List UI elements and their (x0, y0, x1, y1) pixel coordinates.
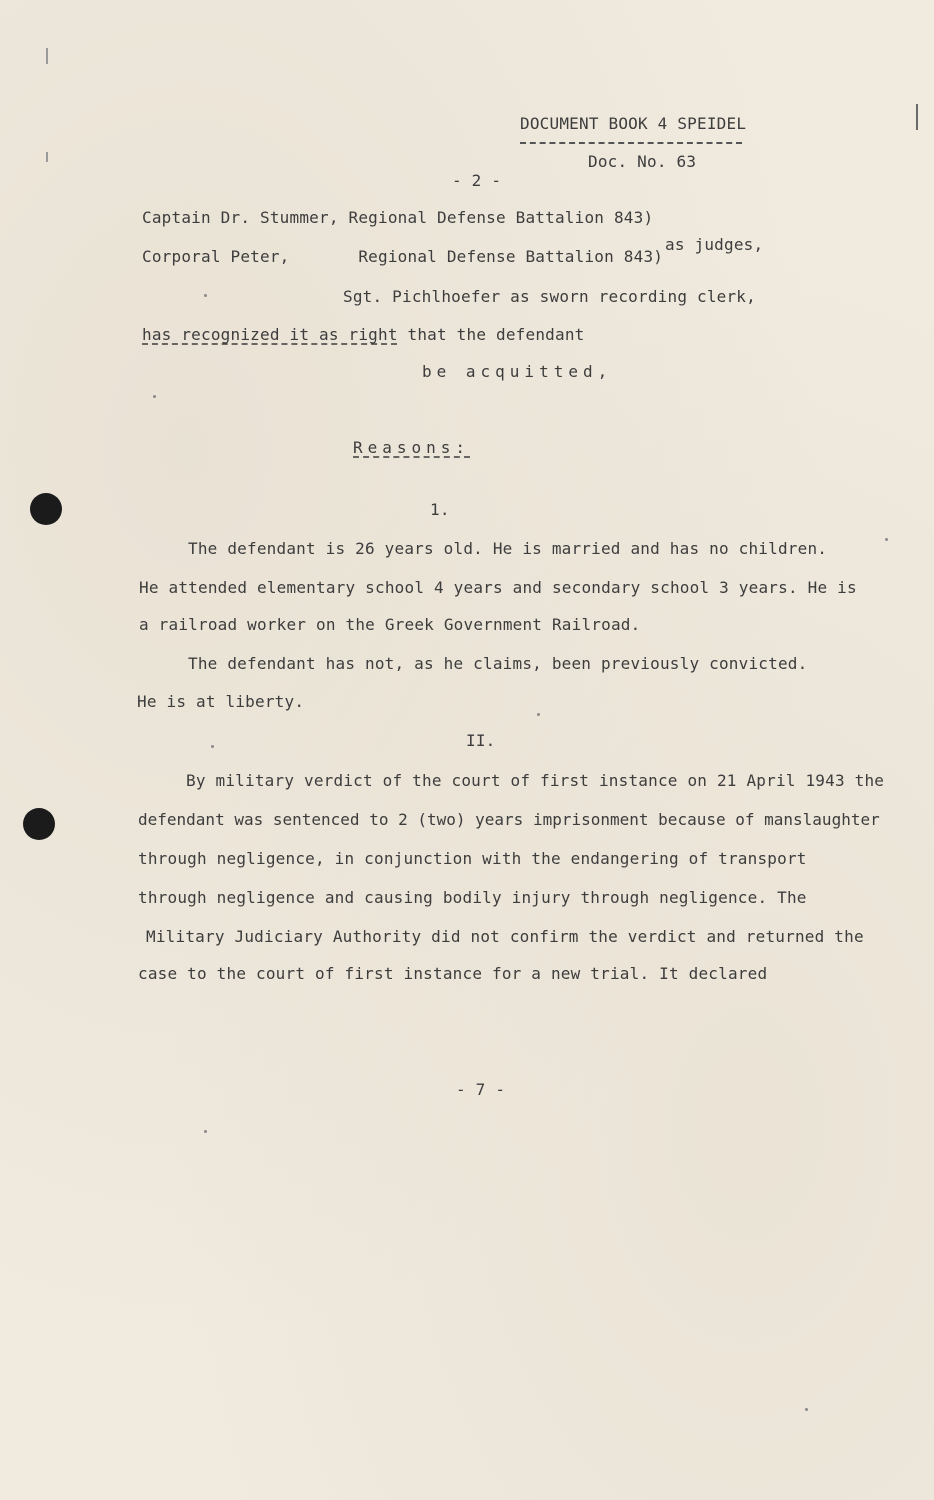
section-2-numeral: II. (466, 731, 496, 750)
punch-hole-bottom (23, 808, 55, 840)
reasons-heading: Reasons: (353, 438, 471, 457)
margin-mark (916, 104, 918, 130)
speck (204, 1130, 207, 1133)
finding-line (142, 325, 584, 345)
page-marker: - 2 - (452, 171, 502, 190)
section-2-line: Military Judiciary Authority did not confirm the verdict and returned the (146, 927, 864, 946)
section-2-line: defendant was sentenced to 2 (two) years imprisonment because of manslaughter (138, 810, 880, 829)
finding-prefix: has recognized it as right (142, 325, 398, 344)
section-2-line: through negligence and causing bodily injury through negligence. The (138, 888, 807, 907)
header-underline (520, 142, 742, 144)
section-1-numeral: 1. (430, 500, 450, 519)
speck (537, 713, 540, 716)
section-2-line: case to the court of first instance for a new trial. It declared (138, 964, 768, 983)
margin-mark (46, 48, 48, 64)
speck (153, 395, 156, 398)
punch-hole-top (30, 493, 62, 525)
section-1-line: a railroad worker on the Greek Government Railroad. (139, 615, 641, 634)
section-1-line: The defendant has not, as he claims, been previously convicted. (188, 654, 808, 673)
judge-line-2: Corporal Peter, Regional Defense Battalion 843) (142, 247, 664, 266)
speck (211, 745, 214, 748)
document-number: Doc. No. 63 (588, 152, 697, 171)
finding-suffix: that the defendant (397, 325, 585, 344)
speck (885, 538, 888, 541)
section-2-line: By military verdict of the court of first instance on 21 April 1943 the (186, 771, 885, 790)
section-1-line: The defendant is 26 years old. He is married and has no children. (188, 539, 828, 558)
judges-label: as judges, (665, 235, 764, 254)
section-1-line: He attended elementary school 4 years and secondary school 3 years. He is (139, 578, 857, 597)
margin-mark (46, 152, 48, 162)
speck (805, 1408, 808, 1411)
page-number: - 7 - (456, 1080, 506, 1099)
section-2-line: through negligence, in conjunction with the endangering of transport (138, 849, 807, 868)
speck (204, 294, 207, 297)
document-book-title: DOCUMENT BOOK 4 SPEIDEL (520, 114, 747, 133)
judge-line-1: Captain Dr. Stummer, Regional Defense Battalion 843) (142, 208, 654, 227)
section-1-line: He is at liberty. (137, 692, 305, 711)
clerk-line: Sgt. Pichlhoefer as sworn recording clerk, (343, 287, 756, 306)
verdict-line: be acquitted, (422, 362, 613, 381)
